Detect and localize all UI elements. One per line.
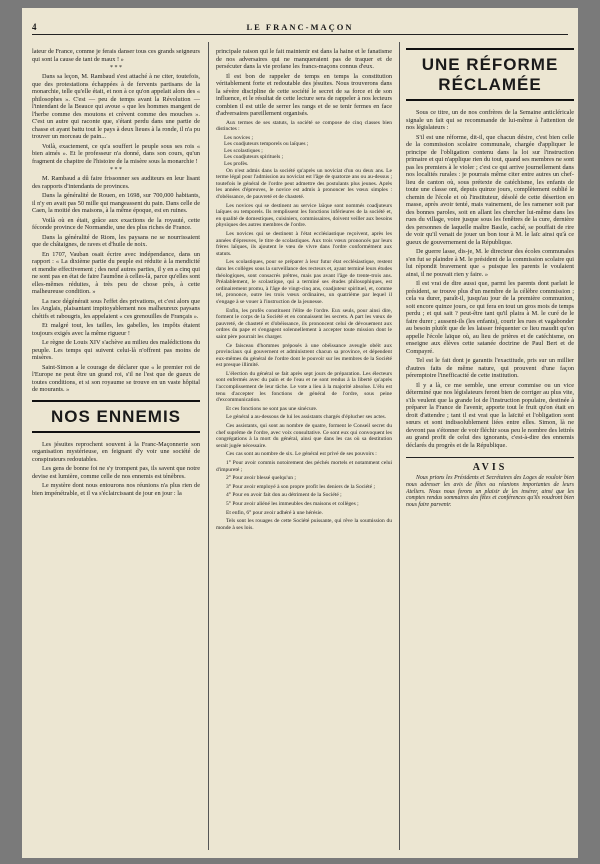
paragraph: Les novices qui se destinent à l'état ecclésiastique reçoivent, après les années d'épreuves, le titre de scolastiques. Aux trois vœux prononcés par leurs frères laïques, ils ajoutent le vœu de vivre dans l'ordre conformément aux statuts. [216, 231, 392, 257]
paragraph: Le général a au-dessous de lui les assistants chargés d'éplucher ses actes. [226, 414, 387, 421]
paragraph: Tel est le fait dont je garantis l'exactitude, pris sur un millier d'autres faits de même nature, qui prouvent d'une façon péremptoire l'inefficacité de cette institution. [406, 357, 574, 379]
paragraph: Aux termes de ses statuts, la société se compose de cinq classes bien distinctes : [216, 119, 392, 133]
paragraph: Il est vrai de dire aussi que, parmi les parents dont parlait le président, se trouve plus d'un membre de la célèbre commission ; cela va durer, paraît-il, jusqu'au jour de la première communion, soit encore quinze jours, ce qui fera en tout un gros mois de temps perdu ; et qui sait ? peut-être tant qu'il plaira à M. le curé de le faire durer ; aussent-ils (les enfants), courir les rues et vagabonder au besoin plutôt que de les laisser fréquenter ce lieu maudit qu'on appelle l'école laïque où, au lieu de prières et de catéchisme, on enseigne aux élèves cette satanée doctrine de Paul Bert et de Compayré. [406, 280, 574, 355]
section-separator: * * * [110, 167, 122, 173]
list-item: Les novices ; [224, 134, 254, 141]
masthead: LE FRANC-MAÇON [246, 22, 354, 32]
paragraph: Et ces fonctions ne sont pas une sinécure. [226, 405, 318, 412]
paragraph: Dans sa leçon, M. Rambaud s'est attaché à ne citer, toutefois, que des protestations échappées à de fervents partisans de la monarchie, telle qu'elle était, et non à ce qu'on appelait alors des « philosophes ». C'est — peu de temps avant la Révolution — l'intendant de la Beauce qui avoue « que les hommes mangent de l'herbe comme des moutons et crèvent comme des mouches ». C'est un autre qui raconte que, s'étant perdu dans une partie de chasse et ayant battu tout le pays à deux lieues à la ronde, il n'a pu trouver un morceau de pain... [32, 73, 200, 140]
paragraph: Saint-Simon a le courage de déclarer que « le premier roi de l'Europe ne peut être un grand roi, s'il ne l'est que de gueux de toutes conditions, et si son royaume se trouve en un vaste hôpital de mourants. » [32, 363, 200, 393]
paragraph: Ces cas sont au nombre de six. Le général est privé de ses pouvoirs : [226, 451, 377, 458]
paragraph: principale raison qui le fait maintenir est dans la haine et le fanatisme de nos adversaires qui ne manqueraient pas de traquer et de persécuter dans la vie profane les francs-maçons connus d'eux. [216, 48, 392, 70]
paragraph: Voilà où en était, grâce aux exactions de la royauté, cette féconde province de Normandie, une des plus riches de France. [32, 216, 200, 231]
notice-title: AVIS [472, 462, 508, 473]
paragraph: Et malgré tout, les tailles, les gabelles, les impôts étaient toujours exigés avec la même rigueur ! [32, 322, 200, 337]
paragraph: La race dégénérait sous l'effet des privations, et c'est alors que les Anglais, plaisantant impitoyablement nos malheureux paysans chétifs et rabougris, les appelaient « ces grenouilles de Français ». [32, 297, 200, 320]
list-item: Les profès. [224, 161, 249, 168]
page-header [32, 22, 568, 35]
paragraph: Dans la généralité de Rouen, en 1698, sur 700,000 habitants, il n'y en avait pas 50 mille qui mangeassent du pain. Dans celle de Caen, la moitié des maisons, à la même époque, est en ruines. [32, 192, 200, 214]
paragraph: Dans la généralité de Riom, les paysans ne se nourrissaient que de châtaignes, de raves et d'huile de noix. [32, 233, 200, 248]
notice-text: Nous prions les Présidents et Secrétaires des Loges de vouloir bien nous adresser les avis de fêtes ou réunions importantes de leurs Ateliers. Nous nous ferons un plaisir de les insérer, ainsi que les comptes rendus sommaires des fêtes et conférences qu'ils voudront bien nous faire parvenir. [406, 475, 574, 509]
paragraph: S'il est une réforme, dit-il, que chacun désire, c'est bien celle de la commission scolaire communale, chargée d'appliquer le principe de l'obligation contenu dans la loi sur l'instruction primaire et qui n'applique rien du tout, quand ses membres ne sont pas les premiers à le violer ; c'est ce qui arrive journellement dans nos localités rurales : je pourrais même citer entre autres un chef-lieu de canton où, sous prétexte de catéchisme, les enfants de toute une classe ont, depuis quinze jours, complètement oublié le chemin de l'école et où l'instituteur, désolé de cette désertion en masse, après avoir tenté, mais vainement, de les ramener soit par des bonnes paroles, soit en allant les chercher lui-même dans les rues du village, voire jusque sous les fenêtres de la cure, dernière des personnes de laquelle maître Basile, caché, se pouffait de rire de voir qu'il venait de jouer un bon tour à M. le laïc ainsi qu'à ce gueux de gouvernement de la République. [406, 133, 574, 246]
section-separator: * * * [110, 65, 122, 71]
page-number: 4 [32, 22, 37, 32]
paragraph: Il est bon de rappeler de temps en temps la constitution véritablement forte et redoutable des jésuites. Nous trouverons dans la sévère discipline de cette société le secret de sa force et de son influence, et le résultat de cette lecture sera de rappeler à nos lecteurs combien il est utile de serrer les rangs et de se tenir fermes en face d'adversaires pareillement organisés. [216, 72, 392, 117]
paragraph: Le mystère dont nous entourons nos réunions n'a plus rien de bien impénétrable, et il va s'éclaircissant de jour en jour : la [32, 482, 200, 497]
notice-box [406, 457, 574, 509]
paragraph: Ces assistants, qui sont au nombre de quatre, forment le Conseil secret du chef suprême de l'ordre, avec voix consultative. Ce sont eux qui convoquent les congrégations à la mort du général, ainsi que dans les cas où sa destitution serait jugée nécessaire. [216, 423, 392, 449]
paragraph: lateur de France, comme je ferais danser tous ces grands seigneurs qui sont la cause de tant de maux ! » [32, 48, 200, 63]
paragraph: On n'est admis dans la société qu'après un noviciat d'un ou deux ans. Le terme légal pour l'admission au noviciat est l'âge de quatorze ans ou au-dessus ; toutefois le général de l'ordre peut admettre des postulants plus jeunes. Après les années d'épreuves, le novice est admis à prononcer les vœux simples : d'obéissance, de pauvreté et de chasteté. [216, 167, 392, 201]
paragraph: Il y a là, ce me semble, une erreur commise ou un vice déterminé que nos législateurs feront bien de corriger au plus vite, s'ils veulent que la grande loi de l'instruction populaire, destinée à préparer la France de l'avenir, apporte tout le fruit qu'on était en droit d'attendre ; tant il est vrai que la laïcité et l'obligation sont sœurs et sont indissolublement liées entre elles. Simon, là ne devront pas s'étonner de voir fléchir sous peu le nombre des lettrés au grand profit de celui des ignorants, c'est-à-dire des ennemis déclarés du progrès et de la République. [406, 381, 574, 449]
paragraph: Les gens de bonne foi ne s'y trompent pas, ils savent que notre devise est lumière, comme celle de nos ennemis est ténèbres. [32, 465, 200, 480]
paragraph: Enfin, les profès constituent l'élite de l'ordre. Eux seuls, pour ainsi dire, forment le corps de la Société et en connaissent les secrets. A part les vœux de pauvreté, de chasteté et d'obéissance, ils prononcent celui de dévouement aux ordres du pape et s'engagent solennellement à accepter toute mission dont le saint père pourrait les charger. [216, 307, 392, 340]
paragraph: 5° Pour avoir aliéné les immeubles des maisons et collèges ; [226, 500, 359, 507]
paragraph: Les novices qui se destinent au service laïque sont nommés coadjuteurs laïques ou temporels. Ils remplissent les fonctions inférieures de la société et, en qualité de domestiques, cuisiniers, commissaires, doivent veiller aux besoins physiques des autres membres de l'ordre. [216, 202, 392, 229]
article-title: UNE RÉFORME RÉCLAMÉE [406, 48, 574, 101]
paragraph: 4° Pour en avoir fait don au détriment de la Société ; [226, 492, 342, 499]
paragraph: Sous ce titre, un de nos confrères de la Semaine anticléricale signale un fait qui se recommande de lui-même à l'attention de nos législateurs : [406, 109, 574, 131]
list-item: Les coadjuteurs temporels ou laïques ; [224, 141, 309, 148]
newspaper-page [22, 8, 578, 858]
paragraph: En 1707, Vauban osait écrire avec indépendance, dans un rapport : « La dixième partie du peuple est réduite à la mendicité et mendie effectivement ; des neuf autres parties, il y en a cinq qui ne sont pas en état de faire l'aumône à celles-là, parce qu'elles sont elles-mêmes réduites, à très peu de chose près, à cette malheureuse condition. » [32, 250, 200, 295]
paragraph: 2° Pour avoir blessé quelqu'un ; [226, 475, 296, 482]
paragraph: De guerre lasse, dis-je, M. le directeur des écoles communales s'en fut se plaindre à M. le président de la commission scolaire qui lui répondit bravement que « puisque les parents le voulaient ainsi, il ne pouvait rien y faire. » [406, 248, 574, 278]
paragraph: Les scolastiques, pour se préparer à leur futur état ecclésiastique, restent dans les collèges sous la surveillance des recteurs et, ayant terminé leurs études théologiques, sont consacrés prêtres, mais pas avant l'âge de trente-trois ans. Préalablement, le scolastique, qui a terminé ses études philosophiques, est ordinairement promu, à l'âge de vingt-cinq ans, coadjuteur spirituel, et, comme tel, prononce, outre les trois vœux ordinaires, un quatrième par lequel il s'engage à se vouer à l'instruction de la jeunesse. [216, 259, 392, 305]
list-item: Les coadjuteurs spirituels ; [224, 154, 284, 161]
paragraph: Tels sont les rouages de cette Société puissante, qui rêve la soumission du monde à ses lois. [216, 518, 392, 531]
list-item: Les scolastiques ; [224, 147, 263, 154]
paragraph: Ce faisceau d'hommes préposés à une obéissance aveugle obéit aux provinciaux qui gouvernent et administrent chacun sa province, et dépendent eux-mêmes du général de l'ordre dont le pouvoir sur les membres de la Société est presque illimité. [216, 342, 392, 369]
paragraph: Et enfin, 6° pour avoir adhéré à une hérésie. [226, 509, 323, 516]
paragraph: Les jésuites reprochent souvent à la Franc-Maçonnerie son organisation mystérieuse, en feignant d'y voir une société de conspirateurs redoutables. [32, 440, 200, 463]
section-title: NOS ENNEMIS [32, 400, 200, 433]
paragraph: 1° Pour avoir commis notoirement des péchés mortels et notamment celui d'impureté ; [216, 460, 392, 473]
column-1 [32, 48, 200, 850]
column-3 [406, 48, 574, 850]
paragraph: Voilà, exactement, ce qu'a souffert le peuple sous ses rois « bien aimés ». Et le professeur n'a donné, dans son cours, qu'un fragment de chapitre de l'histoire de la misère sous la monarchie ! [32, 142, 200, 165]
paragraph: L'élection du général se fait après sept jours de préparation. Les électeurs sont enfermés avec du pain et de l'eau et ne sont rendus à la liberté qu'après l'accomplissement de leur tâche. Le vote a lieu à la majorité absolue. L'élu est tenu d'accepter les fonctions de général de l'ordre, sous peine d'excommunication. [216, 370, 392, 404]
column-rule [399, 42, 400, 850]
column-rule [208, 42, 209, 850]
paragraph: Le règne de Louis XIV s'achève au milieu des malédictions du peuple. Les temps qui suivent celui-là n'offrent pas moins de misères. [32, 339, 200, 361]
paragraph: M. Rambaud a dû faire frissonner ses auditeurs en leur lisant des rapports d'intendants de provinces. [32, 175, 200, 190]
column-2 [216, 48, 392, 850]
paragraph: 3° Pour avoir employé à son propre profit les deniers de la Société ; [226, 483, 375, 490]
